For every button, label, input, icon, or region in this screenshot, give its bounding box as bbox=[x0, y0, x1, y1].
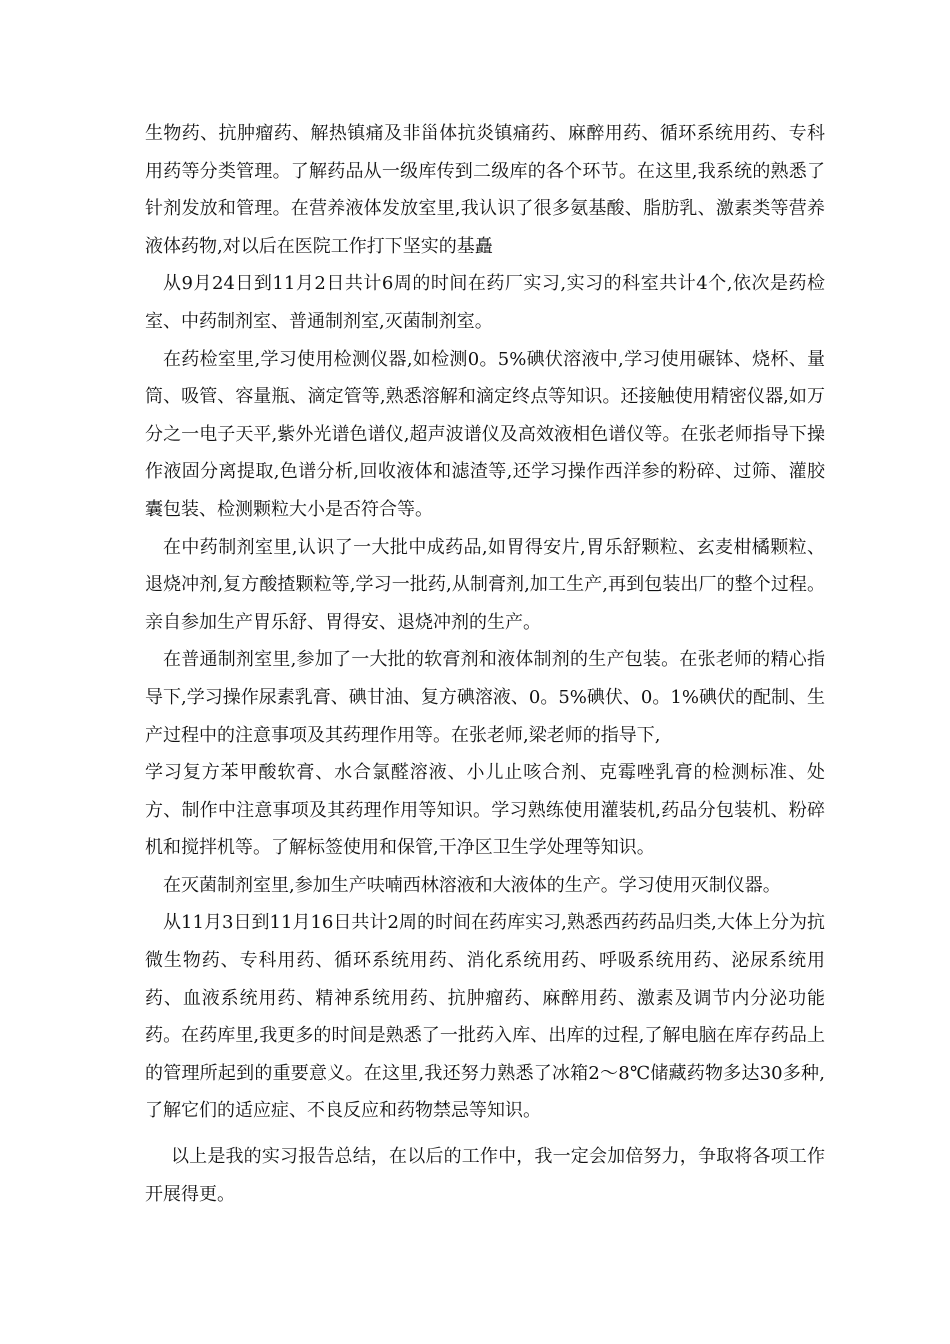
paragraph-general-preparation-room: 在普通制剂室里,参加了一大批的软膏剂和液体制剂的生产包装。在张老师的精心指导下,学习操作尿素乳膏、碘甘油、复方碘溶液、0。5%碘伏、0。1%碘伏的配制、生产过程中的注意事项及其药理作用等。在张老师,梁老师的指导下, bbox=[145, 649, 825, 746]
paragraph-conclusion: 以上是我的实习报告总结，在以后的工作中，我一定会加倍努力，争取将各项工作开展得更。 bbox=[145, 1146, 825, 1205]
paragraph-factory-internship: 从9月24日到11月2日共计6周的时间在药厂实习,实习的科室共计4个,依次是药检室、中药制剂室、普通制剂室,灭菌制剂室。 bbox=[145, 273, 825, 332]
paragraph-pharmacy-dispensing: 生物药、抗肿瘤药、解热镇痛及非甾体抗炎镇痛药、麻醉用药、循环系统用药、专科用药等分类管理。了解药品从一级库传到二级库的各个环节。在这里,我系统的熟悉了针剂发放和管理。在营养液体发放室里,我认识了很多氨基酸、脂肪乳、激素类等营养液体药物,对以后在医院工作打下坚实的基矗 bbox=[145, 123, 825, 257]
paragraph-drug-inspection-room: 在药检室里,学习使用检测仪器,如检测0。5%碘伏溶液中,学习使用碾钵、烧杯、量筒、吸管、容量瓶、滴定管等,熟悉溶解和滴定终点等知识。还接触使用精密仪器,如万分之一电子天平,紫外光谱色谱仪,超声波谱仪及高效液相色谱仪等。在张老师指导下操作液固分离提取,色谱分析,回收液体和滤渣等,还学习操作西洋参的粉碎、过筛、灌胶囊包装、检测颗粒大小是否符合等。 bbox=[145, 348, 825, 520]
paragraph-warehouse-internship: 从11月3日到11月16日共计2周的时间在药库实习,熟悉西药药品归类,大体上分为抗微生物药、专科用药、循环系统用药、消化系统用药、呼吸系统用药、泌尿系统用药、血液系统用药、精神系统用药、抗肿瘤药、麻醉用药、激素及调节内分泌功能药。在药库里,我更多的时间是熟悉了一批药入库、出库的过程,了解电脑在库存药品上的管理所起到的重要意义。在这里,我还努力熟悉了冰箱2～8℃储藏药物多达30多种,了解它们的适应症、不良反应和药物禁忌等知识。 bbox=[145, 912, 825, 1122]
paragraph-ointment-standards: 学习复方苯甲酸软膏、水合氯醛溶液、小儿止咳合剂、克霉唑乳膏的检测标准、处方、制作中注意事项及其药理作用等知识。学习熟练使用灌装机,药品分包装机、粉碎机和搅拌机等。了解标签使用和保管,干净区卫生学处理等知识。 bbox=[145, 762, 825, 859]
paragraph-tcm-preparation-room: 在中药制剂室里,认识了一大批中成药品,如胃得安片,胃乐舒颗粒、玄麦柑橘颗粒、退烧冲剂,复方酸揸颗粒等,学习一批药,从制膏剂,加工生产,再到包装出厂的整个过程。亲自参加生产胃乐舒、胃得安、退烧冲剂的生产。 bbox=[145, 536, 825, 633]
document-body bbox=[145, 115, 825, 1213]
paragraph-sterile-preparation-room: 在灭菌制剂室里,参加生产呋喃西林溶液和大液体的生产。学习使用灭制仪器。 bbox=[163, 874, 781, 896]
